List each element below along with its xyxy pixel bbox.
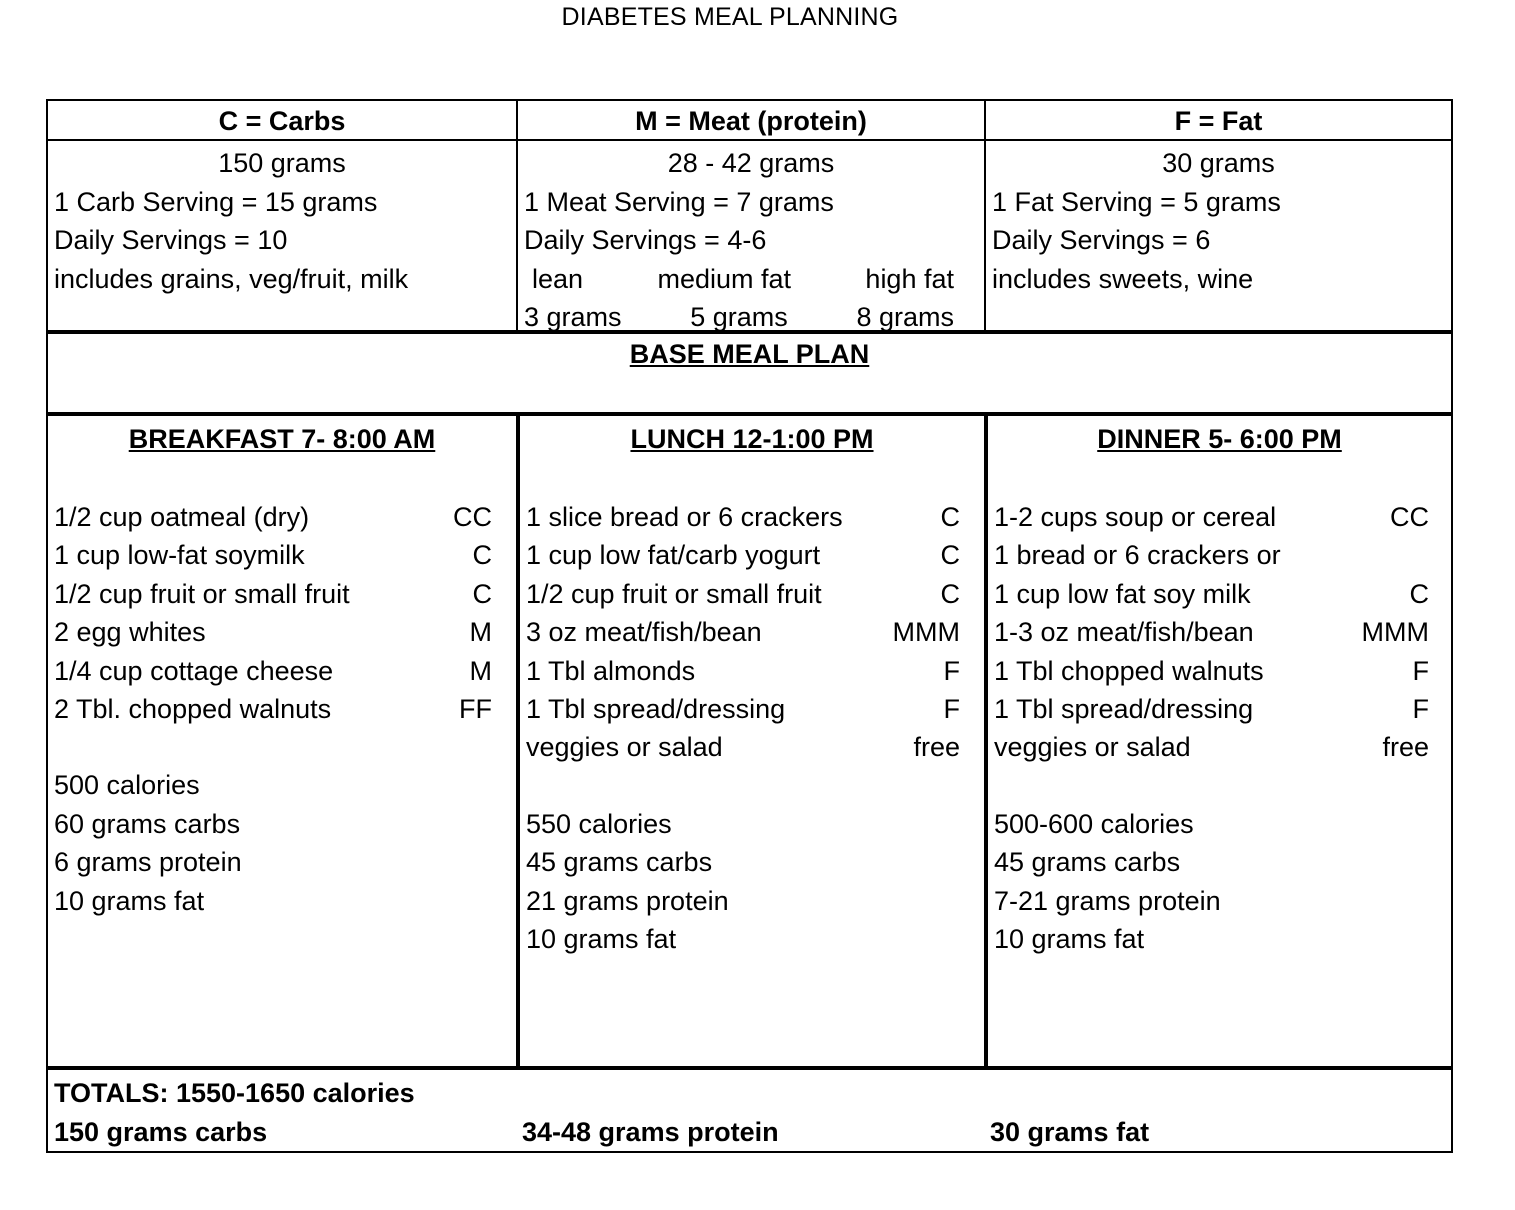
meal-food: 1 cup low fat soy milk: [994, 578, 1251, 609]
summary-line: 60 grams carbs: [54, 808, 241, 839]
fat-includes: includes sweets, wine: [992, 263, 1254, 294]
lunch-items: [526, 498, 984, 767]
meal-food: 1-3 oz meat/fish/bean: [994, 617, 1254, 648]
carbs-header: C = Carbs: [218, 106, 346, 136]
meal-food: 1 slice bread or 6 crackers: [526, 502, 843, 532]
dinner-summary: [994, 805, 1451, 959]
totals-cell: [48, 1070, 1451, 1151]
meat-type-medium: medium fat: [657, 263, 792, 294]
meal-item: [54, 575, 516, 613]
meal-food: 1 Tbl spread/dressing: [994, 694, 1254, 725]
summary-line: 500-600 calories: [994, 808, 1194, 839]
meal-code: free: [1382, 732, 1429, 763]
meal-item: [994, 498, 1451, 536]
meal-code: MMM: [1361, 617, 1429, 648]
meal-code: F: [943, 655, 960, 686]
meal-item: [526, 652, 984, 690]
meal-item: [526, 536, 984, 574]
summary-line: 6 grams protein: [54, 847, 242, 878]
summary-line: 45 grams carbs: [526, 847, 713, 878]
meal-code: F: [943, 694, 960, 725]
meal-item: [994, 613, 1451, 651]
totals-fat: 30 grams fat: [990, 1117, 1150, 1147]
totals-macros: [54, 1112, 1451, 1152]
meal-item: [526, 613, 984, 651]
totals-calories: TOTALS: 1550-1650 calories: [54, 1078, 415, 1108]
meal-item: [54, 613, 516, 651]
meat-total: 28 - 42 grams: [667, 148, 835, 178]
fat-header: F = Fat: [984, 101, 1451, 139]
meal-item: [994, 652, 1451, 690]
dinner-column: [984, 416, 1451, 1066]
fat-detail: [984, 141, 1451, 330]
dinner-title: DINNER 5- 6:00 PM: [1097, 424, 1342, 454]
carbs-total: 150 grams: [218, 148, 346, 178]
dinner-items: [994, 498, 1451, 767]
meat-daily: Daily Servings = 4-6: [524, 225, 767, 255]
meal-item: [54, 498, 516, 536]
meal-item: [54, 536, 516, 574]
meal-code: free: [913, 732, 960, 763]
meal-item: [994, 728, 1451, 766]
meal-food: 1 Tbl spread/dressing: [526, 694, 786, 725]
meat-grams-medium: 5 grams: [690, 302, 788, 332]
meal-item: [54, 652, 516, 690]
meal-code: FF: [459, 694, 492, 725]
meal-food: 1 bread or 6 crackers or: [994, 540, 1281, 571]
summary-line: 21 grams protein: [526, 885, 729, 916]
meat-grams-row: [524, 298, 984, 337]
meat-grams-high: 8 grams: [856, 302, 954, 332]
meal-food: 1 cup low fat/carb yogurt: [526, 540, 821, 571]
meal-code: F: [1412, 694, 1429, 725]
meal-code: C: [940, 502, 960, 532]
meal-item: [526, 728, 984, 766]
meal-food: 2 Tbl. chopped walnuts: [54, 694, 332, 725]
meals-row: [48, 416, 1451, 1070]
meat-serving: 1 Meat Serving = 7 grams: [524, 186, 834, 217]
meal-code: C: [1409, 578, 1429, 609]
meal-item: [994, 690, 1451, 728]
lunch-column: [516, 416, 984, 1066]
meal-code: M: [469, 617, 492, 648]
meat-grams-lean: 3 grams: [524, 302, 622, 332]
carbs-serving: 1 Carb Serving = 15 grams: [54, 186, 378, 217]
meal-code: F: [1412, 655, 1429, 686]
meat-type-high: high fat: [865, 263, 954, 294]
meal-food: 1/2 cup fruit or small fruit: [54, 578, 350, 609]
carbs-includes: includes grains, veg/fruit, milk: [54, 263, 409, 294]
totals-row: [48, 1070, 1451, 1151]
meal-food: 1-2 cups soup or cereal: [994, 502, 1277, 532]
breakfast-items: [54, 498, 516, 728]
summary-line: 10 grams fat: [54, 885, 205, 916]
breakfast-summary: [54, 766, 516, 920]
meal-item: [994, 536, 1451, 574]
meal-food: 1/4 cup cottage cheese: [54, 655, 334, 686]
meal-food: veggies or salad: [526, 732, 723, 763]
meat-type-lean: lean: [532, 263, 584, 294]
meat-detail: [516, 141, 984, 330]
summary-line: 10 grams fat: [994, 924, 1145, 955]
fat-total: 30 grams: [1162, 148, 1275, 178]
meal-item: [526, 498, 984, 536]
meal-plan-table: [46, 99, 1453, 1153]
meal-food: veggies or salad: [994, 732, 1191, 763]
fat-serving: 1 Fat Serving = 5 grams: [992, 186, 1281, 217]
base-plan-row: [48, 334, 1451, 416]
meal-item: [526, 690, 984, 728]
meal-food: 3 oz meat/fish/bean: [526, 617, 762, 648]
lunch-summary: [526, 805, 984, 959]
meal-item: [54, 690, 516, 728]
meal-food: 1/2 cup fruit or small fruit: [526, 578, 822, 609]
lunch-title: LUNCH 12-1:00 PM: [630, 424, 874, 454]
summary-line: 10 grams fat: [526, 924, 677, 955]
document-title: DIABETES MEAL PLANNING: [561, 3, 899, 31]
meal-code: C: [472, 578, 492, 609]
meal-code: CC: [453, 502, 492, 532]
base-plan-title: BASE MEAL PLAN: [629, 339, 870, 369]
meal-food: 1 Tbl chopped walnuts: [994, 655, 1264, 686]
carbs-detail: [48, 141, 516, 330]
meal-item: [994, 575, 1451, 613]
meal-food: 2 egg whites: [54, 617, 206, 648]
meal-item: [526, 575, 984, 613]
meat-header: M = Meat (protein): [516, 101, 984, 139]
meal-code: CC: [1390, 502, 1429, 532]
meal-food: 1/2 cup oatmeal (dry): [54, 502, 310, 532]
summary-line: 500 calories: [54, 770, 200, 801]
meal-code: C: [940, 578, 960, 609]
meat-types-row: [524, 260, 984, 299]
summary-line: 550 calories: [526, 808, 672, 839]
meal-code: MMM: [892, 617, 960, 648]
breakfast-title: BREAKFAST 7- 8:00 AM: [128, 424, 436, 454]
meal-code: M: [469, 655, 492, 686]
fat-daily: Daily Servings = 6: [992, 225, 1211, 255]
totals-protein: 34-48 grams protein: [522, 1117, 779, 1147]
meal-code: C: [472, 540, 492, 571]
macro-header-row: [48, 101, 1451, 141]
totals-carbs: 150 grams carbs: [54, 1117, 268, 1147]
meal-code: C: [940, 540, 960, 571]
breakfast-column: [48, 416, 516, 1066]
macro-detail-row: [48, 141, 1451, 334]
meal-food: 1 cup low-fat soymilk: [54, 540, 305, 571]
meal-food: 1 Tbl almonds: [526, 655, 696, 686]
summary-line: 7-21 grams protein: [994, 885, 1221, 916]
carbs-daily: Daily Servings = 10: [54, 225, 288, 255]
summary-line: 45 grams carbs: [994, 847, 1181, 878]
